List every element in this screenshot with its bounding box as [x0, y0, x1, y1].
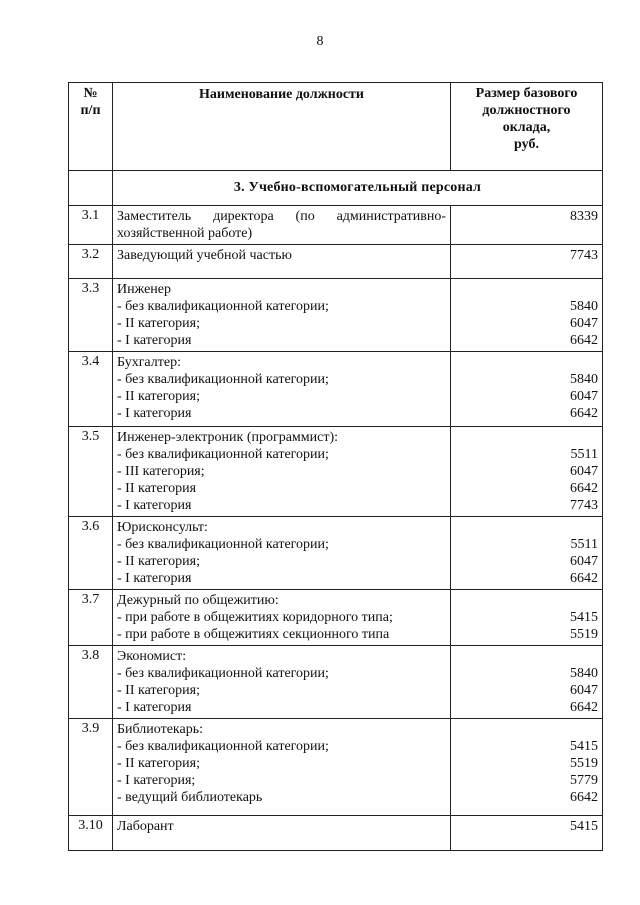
salary-cell — [451, 719, 603, 816]
row-number: 3.5 — [69, 427, 113, 517]
header-number — [69, 83, 113, 171]
position-title: Юрисконсульт: — [117, 520, 208, 535]
header-number-line: п/п — [80, 103, 101, 118]
position-category: - без квалификационной категории; — [117, 447, 329, 462]
section-number-cell — [69, 171, 113, 206]
salary-value: 6047 — [570, 464, 598, 479]
row-number: 3.8 — [69, 646, 113, 719]
header-salary-line: оклада, — [502, 120, 551, 135]
salary-value: 6047 — [570, 683, 598, 698]
position-category: - I категория — [117, 700, 192, 715]
position-category: - при работе в общежитиях коридорного типа; — [117, 610, 393, 625]
position-name-cell — [113, 719, 451, 816]
salary-value: 5415 — [570, 610, 598, 625]
row-number: 3.2 — [69, 245, 113, 279]
position-name-cell — [113, 646, 451, 719]
position-name-cell — [113, 279, 451, 352]
header-salary-line: Размер базового — [475, 86, 578, 101]
header-salary — [451, 83, 603, 171]
salary-spacer — [455, 592, 598, 609]
table-row — [69, 816, 603, 851]
position-category: - I категория — [117, 498, 192, 513]
position-title: Библиотекарь: — [117, 722, 204, 737]
table-row — [69, 517, 603, 590]
position-category: - без квалификационной категории; — [117, 739, 329, 754]
section-title: 3. Учебно-вспомогательный персонал — [113, 171, 603, 206]
position-title: Экономист: — [117, 649, 187, 664]
salary-spacer — [455, 429, 598, 446]
salary-cell — [451, 517, 603, 590]
position-category: - без квалификационной категории; — [117, 299, 329, 314]
table-row — [69, 719, 603, 816]
position-category: - II категория — [117, 481, 197, 496]
table-body — [69, 83, 603, 851]
table-row — [69, 646, 603, 719]
salary-value: 5840 — [570, 666, 598, 681]
table-row — [69, 206, 603, 245]
salary-cell — [451, 352, 603, 427]
salary-value: 5840 — [570, 299, 598, 314]
salary-value: 6642 — [570, 481, 598, 496]
salary-value: 5779 — [570, 773, 598, 788]
salary-value: 8339 — [570, 209, 598, 224]
position-name-cell — [113, 352, 451, 427]
page-number: 8 — [316, 34, 324, 49]
position-category: - II категория; — [117, 554, 200, 569]
salary-cell — [451, 646, 603, 719]
salary-spacer — [455, 281, 598, 298]
position-category: - I категория; — [117, 773, 196, 788]
position-category: - I категория — [117, 406, 192, 421]
salary-cell — [451, 816, 603, 851]
position-category: - III категория; — [117, 464, 205, 479]
row-number: 3.7 — [69, 590, 113, 646]
position-category: - I категория — [117, 333, 192, 348]
row-number: 3.10 — [69, 816, 113, 851]
salary-value: 6047 — [570, 554, 598, 569]
position-name-cell — [113, 517, 451, 590]
position-category: - ведущий библиотекарь — [117, 790, 263, 805]
table-row — [69, 245, 603, 279]
position-category: - при работе в общежитиях секционного типа — [117, 627, 390, 642]
position-title: Заведующий учебной частью — [117, 248, 292, 263]
position-name-cell — [113, 427, 451, 517]
header-row — [69, 83, 603, 171]
position-title: Дежурный по общежитию: — [117, 593, 279, 608]
position-category: - без квалификационной категории; — [117, 537, 329, 552]
header-salary-line: должностного — [482, 103, 571, 118]
salary-value: 6642 — [570, 700, 598, 715]
table-row — [69, 279, 603, 352]
position-category: - II категория; — [117, 316, 200, 331]
salary-value: 5511 — [570, 447, 598, 462]
position-title: Бухгалтер: — [117, 355, 181, 370]
salary-spacer — [455, 721, 598, 738]
salary-value: 5840 — [570, 372, 598, 387]
position-category: - I категория — [117, 571, 192, 586]
salary-value: 5415 — [570, 819, 598, 834]
position-name-cell — [113, 206, 451, 245]
salary-value: 5519 — [570, 756, 598, 771]
position-category: - без квалификационной категории; — [117, 372, 329, 387]
salary-spacer — [455, 354, 598, 371]
section-row — [69, 171, 603, 206]
salary-value: 6642 — [570, 790, 598, 805]
salary-value: 7743 — [570, 498, 598, 513]
row-number: 3.3 — [69, 279, 113, 352]
salary-value: 6642 — [570, 406, 598, 421]
header-salary-line: руб. — [514, 137, 539, 152]
position-title: Лаборант — [117, 819, 174, 834]
salary-table — [68, 82, 603, 851]
salary-cell — [451, 206, 603, 245]
position-category: - без квалификационной категории; — [117, 666, 329, 681]
table-row — [69, 352, 603, 427]
salary-spacer — [455, 648, 598, 665]
salary-value: 5415 — [570, 739, 598, 754]
position-name-cell — [113, 816, 451, 851]
salary-value: 6047 — [570, 316, 598, 331]
row-number: 3.1 — [69, 206, 113, 245]
row-number: 3.9 — [69, 719, 113, 816]
header-position-name: Наименование должности — [113, 83, 451, 171]
salary-value: 6642 — [570, 333, 598, 348]
row-number: 3.6 — [69, 517, 113, 590]
salary-value: 7743 — [570, 248, 598, 263]
header-number-line: № — [83, 86, 98, 101]
table-row — [69, 590, 603, 646]
row-number: 3.4 — [69, 352, 113, 427]
salary-cell — [451, 279, 603, 352]
position-category: - II категория; — [117, 389, 200, 404]
position-title: Заместитель директора (по административно-хозяйственной работе) — [117, 209, 446, 241]
position-name-cell — [113, 245, 451, 279]
position-title: Инженер — [117, 282, 172, 297]
salary-value: 6642 — [570, 571, 598, 586]
position-category: - II категория; — [117, 683, 200, 698]
salary-value: 6047 — [570, 389, 598, 404]
salary-spacer — [455, 519, 598, 536]
salary-cell — [451, 245, 603, 279]
position-name-cell — [113, 590, 451, 646]
salary-value: 5511 — [570, 537, 598, 552]
salary-cell — [451, 590, 603, 646]
salary-value: 5519 — [570, 627, 598, 642]
position-title: Инженер-электроник (программист): — [117, 430, 339, 445]
salary-cell — [451, 427, 603, 517]
table-row — [69, 427, 603, 517]
position-category: - II категория; — [117, 756, 200, 771]
